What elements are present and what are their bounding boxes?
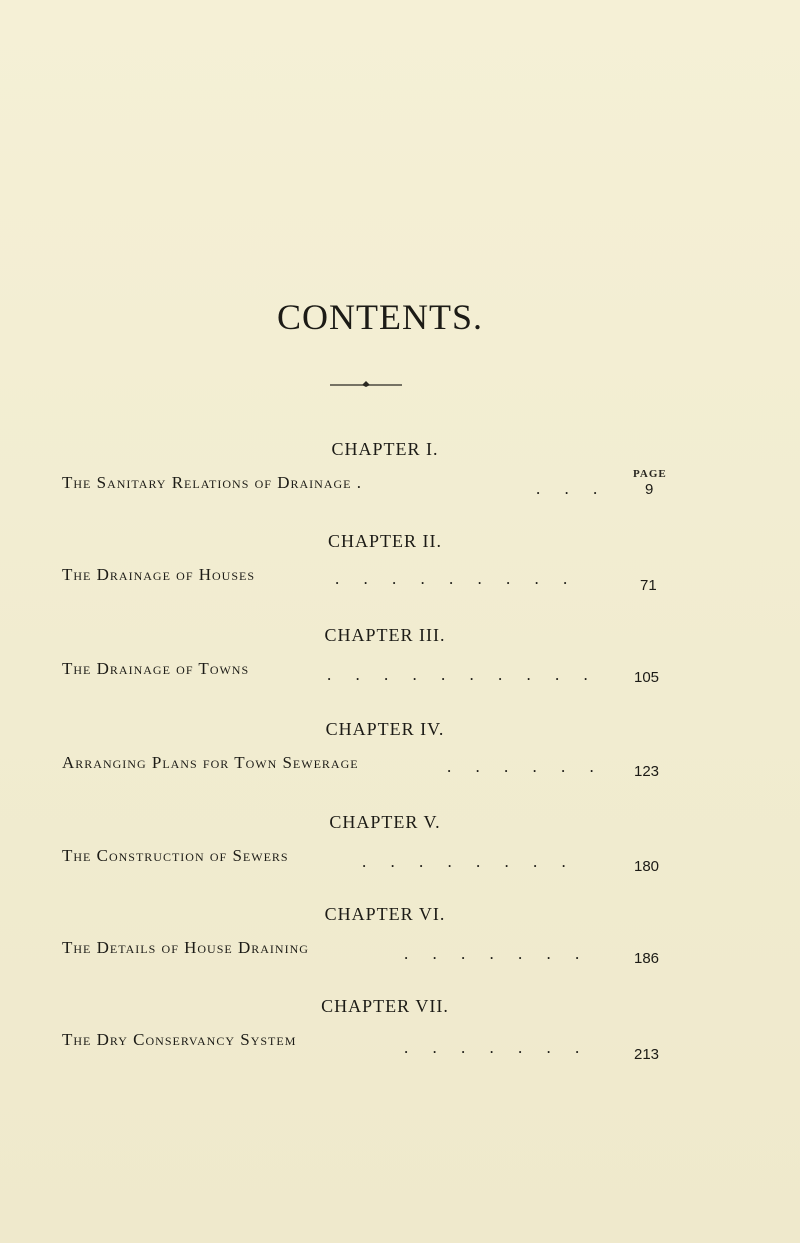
chapter-heading: CHAPTER III. [324, 625, 446, 645]
chapter-title: The Drainage of Towns [62, 659, 250, 678]
page-number: 180 [634, 858, 660, 875]
page-column-label: PAGE [633, 468, 667, 480]
toc-entry-5 [0, 812, 800, 892]
toc-entry-6 [0, 904, 800, 984]
dot-leader: . . . . . . . . . [335, 569, 578, 588]
chapter-title: The Sanitary Relations of Drainage . [62, 473, 362, 492]
chapter-heading: CHAPTER II. [328, 531, 442, 551]
chapter-heading: CHAPTER VII. [321, 996, 449, 1016]
page-number: 213 [634, 1046, 660, 1063]
dot-leader: . . . . . . . . [362, 852, 576, 871]
chapter-title: The Drainage of Houses [62, 565, 256, 584]
dot-leader: . . . . . . . . . . [327, 665, 598, 684]
dot-leader: . . . . . . . [404, 944, 590, 963]
page-number: 186 [634, 950, 660, 967]
chapter-title: The Dry Conservancy System [62, 1030, 297, 1049]
chapter-title: The Construction of Sewers [62, 846, 289, 865]
chapter-heading: CHAPTER I. [331, 439, 439, 459]
ornament-divider [330, 377, 402, 389]
chapter-title: The Details of House Draining [62, 938, 309, 957]
chapter-heading: CHAPTER IV. [325, 719, 445, 739]
page-number: 105 [634, 669, 660, 686]
toc-entry-3 [0, 625, 800, 705]
toc-entry-1 [0, 439, 800, 519]
toc-entry-2 [0, 531, 800, 611]
toc-entry-7 [0, 996, 800, 1076]
chapter-heading: CHAPTER V. [329, 812, 441, 832]
page-number: 123 [634, 763, 660, 780]
dot-leader: . . . . . . . [404, 1038, 590, 1057]
chapter-heading: CHAPTER VI. [324, 904, 446, 924]
page-number: 9 [645, 481, 654, 498]
dot-leader: . . . [536, 479, 608, 498]
page-title: CONTENTS. [277, 297, 483, 337]
chapter-title: Arranging Plans for Town Sewerage [62, 753, 359, 772]
toc-entry-4 [0, 719, 800, 799]
page-number: 71 [640, 577, 657, 594]
dot-leader: . . . . . . [447, 757, 604, 776]
